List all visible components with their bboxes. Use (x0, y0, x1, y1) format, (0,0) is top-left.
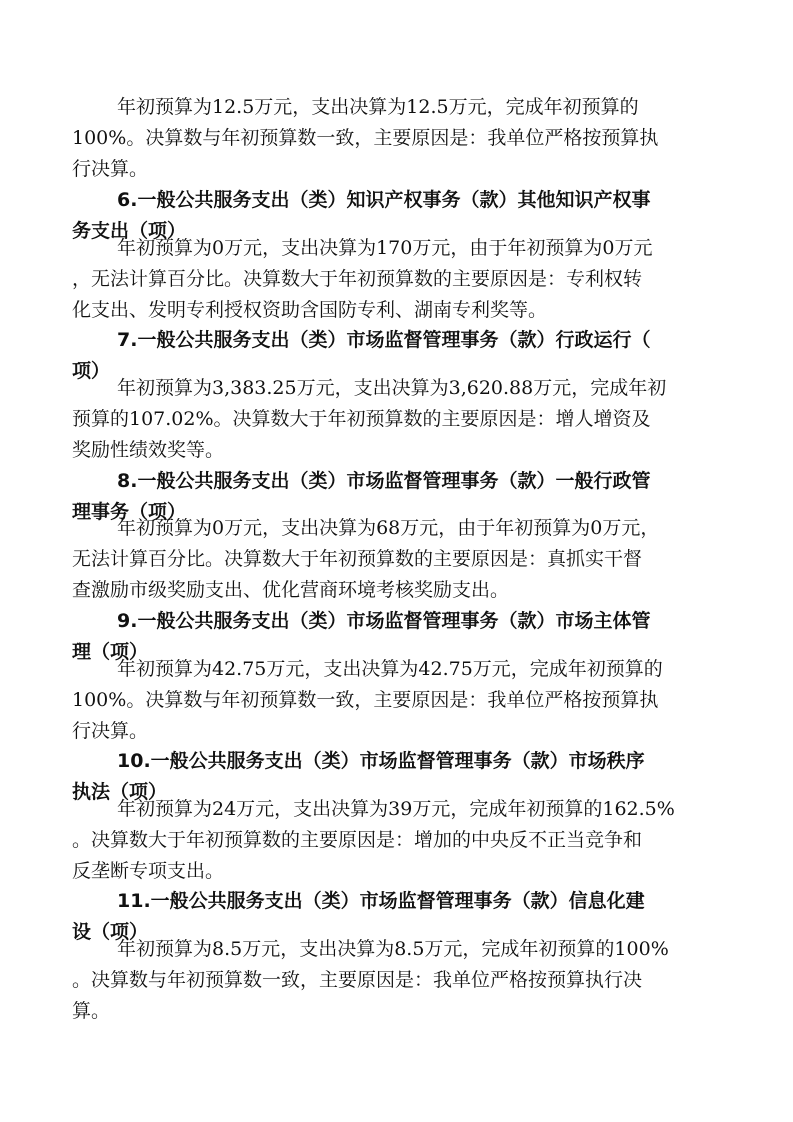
text-line: 年初预算为42.75万元，支出决算为42.75万元，完成年初预算的 (117, 658, 663, 680)
heading-line: 执法（项） (72, 781, 168, 803)
text-line: 反垄断专项支出。 (72, 860, 225, 882)
heading-line: 设（项） (72, 921, 149, 943)
paragraph-item8-text (72, 513, 712, 606)
text-line: ，无法计算百分比。决算数大于年初预算数的主要原因是：专利权转 (72, 268, 643, 290)
heading-line: 10.一般公共服务支出（类）市场监督管理事务（款）市场秩序 (117, 750, 645, 772)
text-line: 查激励市级奖励支出、优化营商环境考核奖励支出。 (72, 579, 510, 601)
text-line: 行决算。 (72, 720, 149, 742)
paragraph-item10-text (72, 794, 712, 887)
text-line: 化支出、发明专利授权资助含国防专利、湖南专利奖等。 (72, 299, 548, 321)
heading-line: 7.一般公共服务支出（类）市场监督管理事务（款）行政运行（ (117, 329, 651, 351)
paragraph-item7-text (72, 373, 712, 466)
text-line: 100%。决算数与年初预算数一致，主要原因是：我单位严格按预算执 (72, 127, 659, 149)
heading-line: 理事务（项） (72, 501, 187, 523)
heading-line: 8.一般公共服务支出（类）市场监督管理事务（款）一般行政管 (117, 470, 651, 492)
text-line: 年初预算为8.5万元，支出决算为8.5万元，完成年初预算的100% (117, 938, 669, 960)
text-line: 奖励性绩效奖等。 (72, 439, 225, 461)
text-line: 100%。决算数与年初预算数一致，主要原因是：我单位严格按预算执 (72, 689, 659, 711)
text-line: 年初预算为0万元，支出决算为170万元，由于年初预算为0万元 (117, 237, 653, 259)
heading-line: 务支出（项） (72, 220, 187, 242)
text-line: 预算的107.02%。决算数大于年初预算数的主要原因是：增人增资及 (72, 408, 651, 430)
text-line: 。决算数大于年初预算数的主要原因是：增加的中央反不正当竞争和 (72, 829, 643, 851)
text-line: 。决算数与年初预算数一致，主要原因是：我单位严格按预算执行决 (72, 969, 643, 991)
heading-line: 6.一般公共服务支出（类）知识产权事务（款）其他知识产权事 (117, 189, 651, 211)
text-line: 行决算。 (72, 158, 149, 180)
heading-line: 项） (72, 360, 111, 382)
paragraph-item9-text (72, 654, 712, 747)
paragraph-item6-text (72, 233, 712, 326)
text-line: 年初预算为24万元，支出决算为39万元，完成年初预算的162.5% (117, 798, 675, 820)
heading-line: 9.一般公共服务支出（类）市场监督管理事务（款）市场主体管 (117, 610, 651, 632)
heading-line: 理（项） (72, 641, 149, 663)
paragraph-item5-text (72, 92, 712, 185)
text-line: 年初预算为3,383.25万元，支出决算为3,620.88万元，完成年初 (117, 377, 667, 399)
text-line: 无法计算百分比。决算数大于年初预算数的主要原因是：真抓实干督 (72, 548, 643, 570)
paragraph-item11-text (72, 934, 712, 1027)
text-line: 年初预算为12.5万元，支出决算为12.5万元，完成年初预算的 (117, 96, 639, 118)
text-line: 年初预算为0万元，支出决算为68万元，由于年初预算为0万元， (117, 517, 660, 539)
text-line: 算。 (72, 1000, 111, 1022)
heading-line: 11.一般公共服务支出（类）市场监督管理事务（款）信息化建 (117, 890, 645, 912)
